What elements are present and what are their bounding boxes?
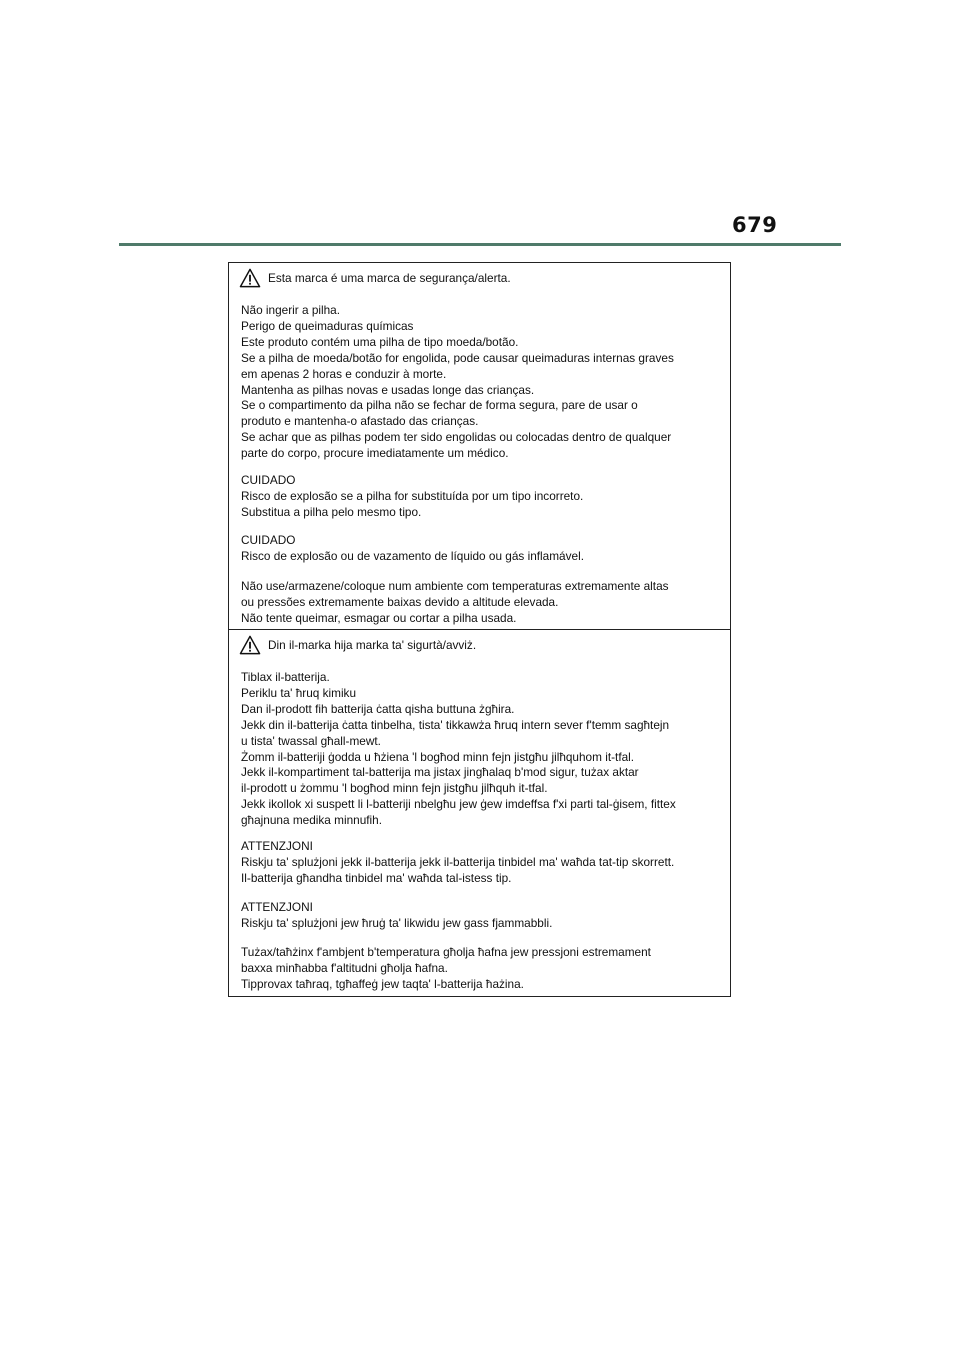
- text-line: Se achar que as pilhas podem ter sido engolidas ou colocadas dentro de qualquer: [241, 430, 672, 445]
- caution-paragraph-mt-2: [241, 900, 722, 932]
- warning-triangle-icon: [239, 635, 261, 655]
- text-line: Tużax/taħżinx f'ambjent b'temperatura għolja ħafna jew pressjoni estremament: [241, 945, 651, 959]
- alert-row-mt: [239, 635, 476, 655]
- text-line: Tipprovax taħraq, tgħaffeġ jew taqta' l-batterija ħażina.: [241, 976, 524, 991]
- text-line: Não ingerir a pilha.: [241, 303, 341, 317]
- battery-warning-box: [228, 262, 731, 997]
- text-line: Riskju ta' splużjoni jekk il-batterija jekk il-batterija tinbidel ma' waħda tat-tip skorrett.: [241, 854, 675, 869]
- text-line: għajnuna medika minnufih.: [241, 813, 382, 828]
- text-line: Risco de explosão ou de vazamento de líquido ou gás inflamável.: [241, 548, 584, 563]
- text-line: ou pressões extremamente baixas devido a altitude elevada.: [241, 594, 559, 609]
- warning-triangle-icon: [239, 268, 261, 288]
- alert-row-pt: [239, 268, 511, 288]
- text-line: Jekk il-kompartiment tal-batterija ma jistax jingħalaq b'mod sigur, tużax aktar: [241, 765, 639, 780]
- caution-paragraph-pt-1: [241, 473, 722, 521]
- text-line: Risco de explosão se a pilha for substituída por um tipo incorreto.: [241, 488, 584, 503]
- text-line: Mantenha as pilhas novas e usadas longe das crianças.: [241, 382, 535, 397]
- caution-heading: CUIDADO: [241, 533, 296, 547]
- text-line: produto e mantenha-o afastado das crianças.: [241, 414, 479, 429]
- text-line: Jekk din il-batterija ċatta tinbelha, tista' tikkawża ħruq intern sever f'temm sagħtejn: [241, 717, 670, 732]
- text-line: Substitua a pilha pelo mesmo tipo.: [241, 504, 422, 519]
- caution-paragraph-mt-1: [241, 839, 722, 887]
- text-line: Dan il-prodott fih batterija ċatta qisha buttuna żgħira.: [241, 701, 515, 716]
- warning-paragraph-pt: [241, 303, 722, 462]
- text-line: Perigo de queimaduras químicas: [241, 318, 414, 333]
- text-line: Este produto contém uma pilha de tipo moeda/botão.: [241, 334, 519, 349]
- text-line: Il-batterija għandha tinbidel ma' waħda tal-istess tip.: [241, 870, 512, 885]
- text-line: Não use/armazene/coloque num ambiente com temperaturas extremamente altas: [241, 579, 669, 593]
- maltese-section: [229, 629, 730, 996]
- text-line: parte do corpo, procure imediatamente um médico.: [241, 446, 509, 461]
- warning-paragraph-mt: [241, 670, 722, 829]
- text-line: Não tente queimar, esmagar ou cortar a pilha usada.: [241, 610, 517, 625]
- alert-text-pt: Esta marca é uma marca de segurança/alerta.: [268, 271, 511, 285]
- text-line: baxxa minħabba f'altitudni għolja ħafna.: [241, 960, 448, 975]
- page-number: 679: [732, 213, 778, 237]
- alert-text-mt: Din il-marka hija marka ta' sigurtà/avviż.: [268, 638, 477, 652]
- environment-paragraph-mt: [241, 945, 722, 993]
- text-line: u tista' twassal għall-mewt.: [241, 733, 381, 748]
- environment-paragraph-pt: [241, 579, 722, 627]
- text-line: Riskju ta' splużjoni jew ħruġ ta' likwidu jew gass fjammabbli.: [241, 915, 553, 930]
- caution-paragraph-pt-2: [241, 533, 722, 565]
- text-line: Żomm il-batteriji ġodda u ħżiena 'l bogħod minn fejn jistgħu jilħquhom it-tfal.: [241, 749, 635, 764]
- text-line: Se a pilha de moeda/botão for engolida, pode causar queimaduras internas graves: [241, 350, 674, 365]
- text-line: em apenas 2 horas e conduzir à morte.: [241, 366, 447, 381]
- text-line: Jekk ikollok xi suspett li l-batteriji nbelgħu jew ġew imdeffsa f'xi parti tal-ġisem, fittex: [241, 797, 676, 812]
- text-line: Se o compartimento da pilha não se fechar de forma segura, pare de usar o: [241, 398, 638, 413]
- header-rule: [119, 243, 841, 246]
- text-line: Periklu ta' ħruq kimiku: [241, 685, 357, 700]
- text-line: Tiblax il-batterija.: [241, 670, 330, 684]
- caution-heading: ATTENZJONI: [241, 900, 313, 914]
- caution-heading: CUIDADO: [241, 473, 296, 487]
- caution-heading: ATTENZJONI: [241, 839, 313, 853]
- portuguese-section: [229, 263, 730, 629]
- text-line: il-prodott u żommu 'l bogħod minn fejn jistgħu jilħquh it-tfal.: [241, 781, 548, 796]
